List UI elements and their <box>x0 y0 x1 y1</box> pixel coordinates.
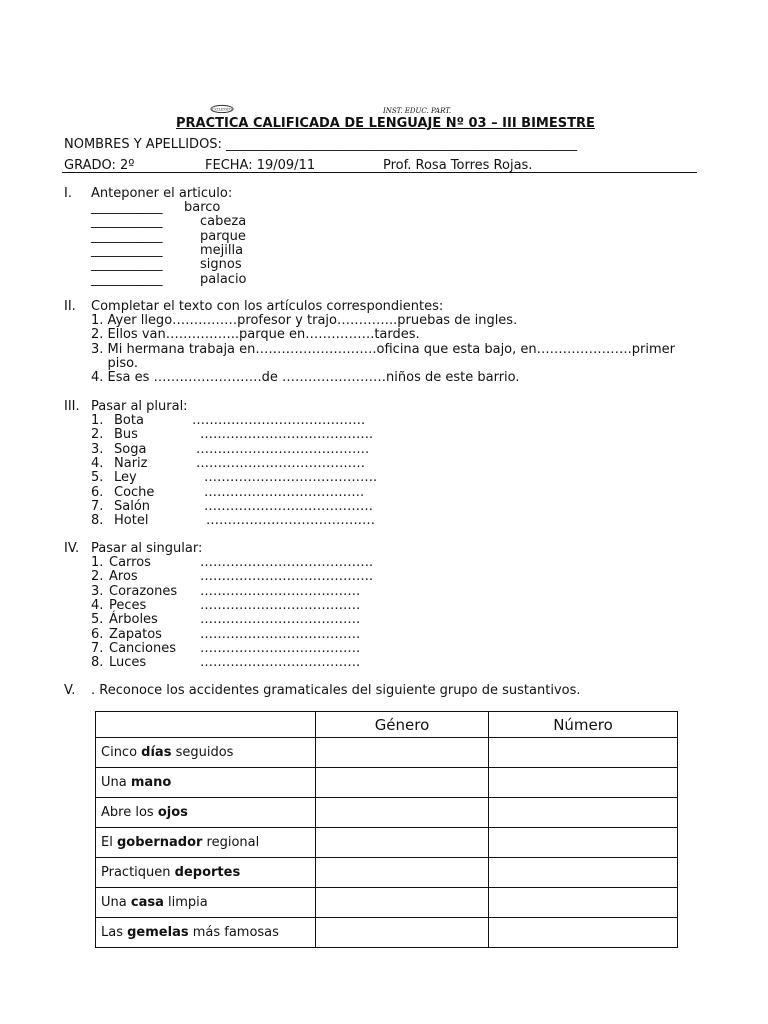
item-number: 6. <box>91 484 104 500</box>
article-blank: ___________ <box>91 214 163 230</box>
section-5-instruction: . Reconoce los accidentes gramaticales del siguiente grupo de sustantivos. <box>91 683 581 698</box>
table-row <box>96 798 678 828</box>
answer-dots: …………………………………. <box>196 441 370 457</box>
singular-word: Peces <box>109 597 147 613</box>
article-blank: ___________ <box>91 228 163 244</box>
article-blank: ___________ <box>91 257 163 273</box>
article-blank: ___________ <box>91 200 163 215</box>
item-number: 8. <box>91 655 104 671</box>
singular-word: Carros <box>109 555 151 570</box>
singular-word: Corazones <box>109 583 178 599</box>
plural-word: Salón <box>114 498 151 514</box>
phrase-prefix: Abre los <box>101 805 158 820</box>
phrase-cell <box>96 768 316 798</box>
answer-dots: ………………………………… <box>196 455 365 471</box>
phrase-noun: mano <box>130 775 172 790</box>
sentence-line: piso. <box>91 355 139 371</box>
noun-item: mejilla <box>200 242 244 258</box>
answer-dots: ………………………………. <box>200 612 361 628</box>
sentence-line: 3. Mi hermana trabaja en……………………….oficina que esta bajo, en………………….primer <box>91 341 675 357</box>
table-header-cell <box>96 712 316 738</box>
genero-answer-cell[interactable] <box>316 768 489 798</box>
sentence-line: 2. Ellos van……………..parque en…………….tardes. <box>91 327 420 343</box>
phrase-suffix: regional <box>202 835 260 850</box>
table-header-row <box>96 712 678 738</box>
phrase-cell <box>96 798 316 828</box>
table-header-cell: Número <box>489 712 678 738</box>
item-number: 5. <box>91 470 104 486</box>
grade-label: GRADO: 2º <box>64 158 135 173</box>
singular-word: Zapatos <box>109 626 162 642</box>
genero-answer-cell[interactable] <box>316 918 489 948</box>
item-number: 4. <box>91 597 104 613</box>
section-1-instruction: Anteponer el articulo: <box>91 186 233 201</box>
table-row <box>96 768 678 798</box>
numero-answer-cell[interactable] <box>489 738 678 768</box>
phrase-prefix: Una <box>101 895 131 910</box>
institution-label: INST. EDUC. PART. <box>383 107 452 115</box>
phrase-cell <box>96 918 316 948</box>
noun-item: cabeza <box>200 214 247 230</box>
section-3-numeral: III. <box>64 399 80 414</box>
numero-answer-cell[interactable] <box>489 888 678 918</box>
answer-dots: ………………………………. <box>200 626 361 642</box>
phrase-noun: gemelas <box>127 925 189 940</box>
numero-answer-cell[interactable] <box>489 798 678 828</box>
section-3-instruction: Pasar al plural: <box>91 399 188 414</box>
genero-answer-cell[interactable] <box>316 888 489 918</box>
item-number: 8. <box>91 513 104 529</box>
singular-word: Canciones <box>109 640 177 656</box>
phrase-suffix: más famosas <box>188 925 279 940</box>
noun-item: parque <box>200 228 246 244</box>
phrase-cell <box>96 738 316 768</box>
answer-dots: …………………………………. <box>192 413 366 428</box>
phrase-noun: días <box>141 745 172 760</box>
noun-item: barco <box>184 200 221 215</box>
header-divider <box>62 172 697 173</box>
names-field: NOMBRES Y APELLIDOS: ______________________________________________________ <box>64 137 578 152</box>
item-number: 1. <box>91 555 104 570</box>
article-blank: ___________ <box>91 271 163 287</box>
item-number: 6. <box>91 626 104 642</box>
section-1-numeral: I. <box>64 186 72 201</box>
phrase-noun: deportes <box>174 865 241 880</box>
singular-word: Árboles <box>109 612 158 628</box>
plural-word: Bus <box>114 427 138 443</box>
section-4-numeral: IV. <box>64 541 80 556</box>
item-number: 3. <box>91 441 104 457</box>
genero-answer-cell[interactable] <box>316 858 489 888</box>
plural-word: Soga <box>114 441 147 457</box>
section-4-instruction: Pasar al singular: <box>91 541 203 556</box>
item-number: 1. <box>91 413 104 428</box>
sentence-line: 4. Esa es …………………….de ……………………niños de este barrio. <box>91 370 520 386</box>
numero-answer-cell[interactable] <box>489 858 678 888</box>
phrase-noun: ojos <box>157 805 188 820</box>
item-number: 7. <box>91 498 104 514</box>
phrase-cell <box>96 828 316 858</box>
noun-item: signos <box>200 257 242 273</box>
answer-dots: …………………………………. <box>200 569 374 585</box>
numero-answer-cell[interactable] <box>489 828 678 858</box>
phrase-suffix: seguidos <box>171 745 234 760</box>
singular-word: Luces <box>109 655 147 671</box>
noun-item: palacio <box>200 271 247 287</box>
table-header-cell: Género <box>316 712 489 738</box>
item-number: 4. <box>91 455 104 471</box>
phrase-prefix: Practiquen <box>101 865 175 880</box>
phrase-cell <box>96 858 316 888</box>
table-row <box>96 828 678 858</box>
section-2-numeral: II. <box>64 299 76 314</box>
item-number: 2. <box>91 427 104 443</box>
plural-word: Hotel <box>114 513 149 529</box>
section-5-numeral: V. <box>64 683 76 698</box>
table-row <box>96 918 678 948</box>
school-logo <box>210 104 234 113</box>
grammar-table <box>95 711 678 948</box>
phrase-prefix: Una <box>101 775 131 790</box>
table-row <box>96 738 678 768</box>
singular-word: Aros <box>109 569 138 585</box>
item-number: 7. <box>91 640 104 656</box>
genero-answer-cell[interactable] <box>316 828 489 858</box>
section-2-instruction: Completar el texto con los artículos correspondientes: <box>91 299 444 314</box>
plural-word: Nariz <box>114 455 148 471</box>
phrase-prefix: El <box>101 835 117 850</box>
plural-word: Bota <box>114 413 144 428</box>
teacher-label: Prof. Rosa Torres Rojas. <box>383 158 533 173</box>
phrase-prefix: Cinco <box>101 745 142 760</box>
article-blank: ___________ <box>91 242 163 258</box>
answer-dots: …………………………………. <box>200 427 374 443</box>
table-row <box>96 858 678 888</box>
answer-dots: ………………………………… <box>204 498 373 514</box>
answer-dots: …………………………………. <box>204 470 378 486</box>
item-number: 5. <box>91 612 104 628</box>
sentence-line: 1. Ayer llego……………profesor y trajo…………..pruebas de ingles. <box>91 313 518 328</box>
item-number: 2. <box>91 569 104 585</box>
plural-word: Ley <box>114 470 137 486</box>
numero-answer-cell[interactable] <box>489 918 678 948</box>
plural-word: Coche <box>114 484 155 500</box>
phrase-noun: gobernador <box>116 835 203 850</box>
page-title: PRACTICA CALIFICADA DE LENGUAJE Nº 03 – III BIMESTRE <box>176 116 595 131</box>
answer-dots: ………………………………. <box>200 597 361 613</box>
phrase-prefix: Las <box>101 925 128 940</box>
answer-dots: ………………………………. <box>200 655 361 671</box>
phrase-noun: casa <box>130 895 164 910</box>
date-label: FECHA: 19/09/11 <box>205 158 316 173</box>
genero-answer-cell[interactable] <box>316 798 489 828</box>
item-number: 3. <box>91 583 104 599</box>
svg-text:COLEGIO: COLEGIO <box>212 106 232 112</box>
numero-answer-cell[interactable] <box>489 768 678 798</box>
phrase-suffix: limpia <box>163 895 208 910</box>
phrase-cell <box>96 888 316 918</box>
answer-dots: ………………………………. <box>200 583 361 599</box>
table-row <box>96 888 678 918</box>
answer-dots: …………………………………. <box>200 555 374 570</box>
answer-dots: ………………………………. <box>200 640 361 656</box>
answer-dots: ………………………………. <box>204 484 365 500</box>
genero-answer-cell[interactable] <box>316 738 489 768</box>
answer-dots: ………………………………… <box>206 513 375 529</box>
